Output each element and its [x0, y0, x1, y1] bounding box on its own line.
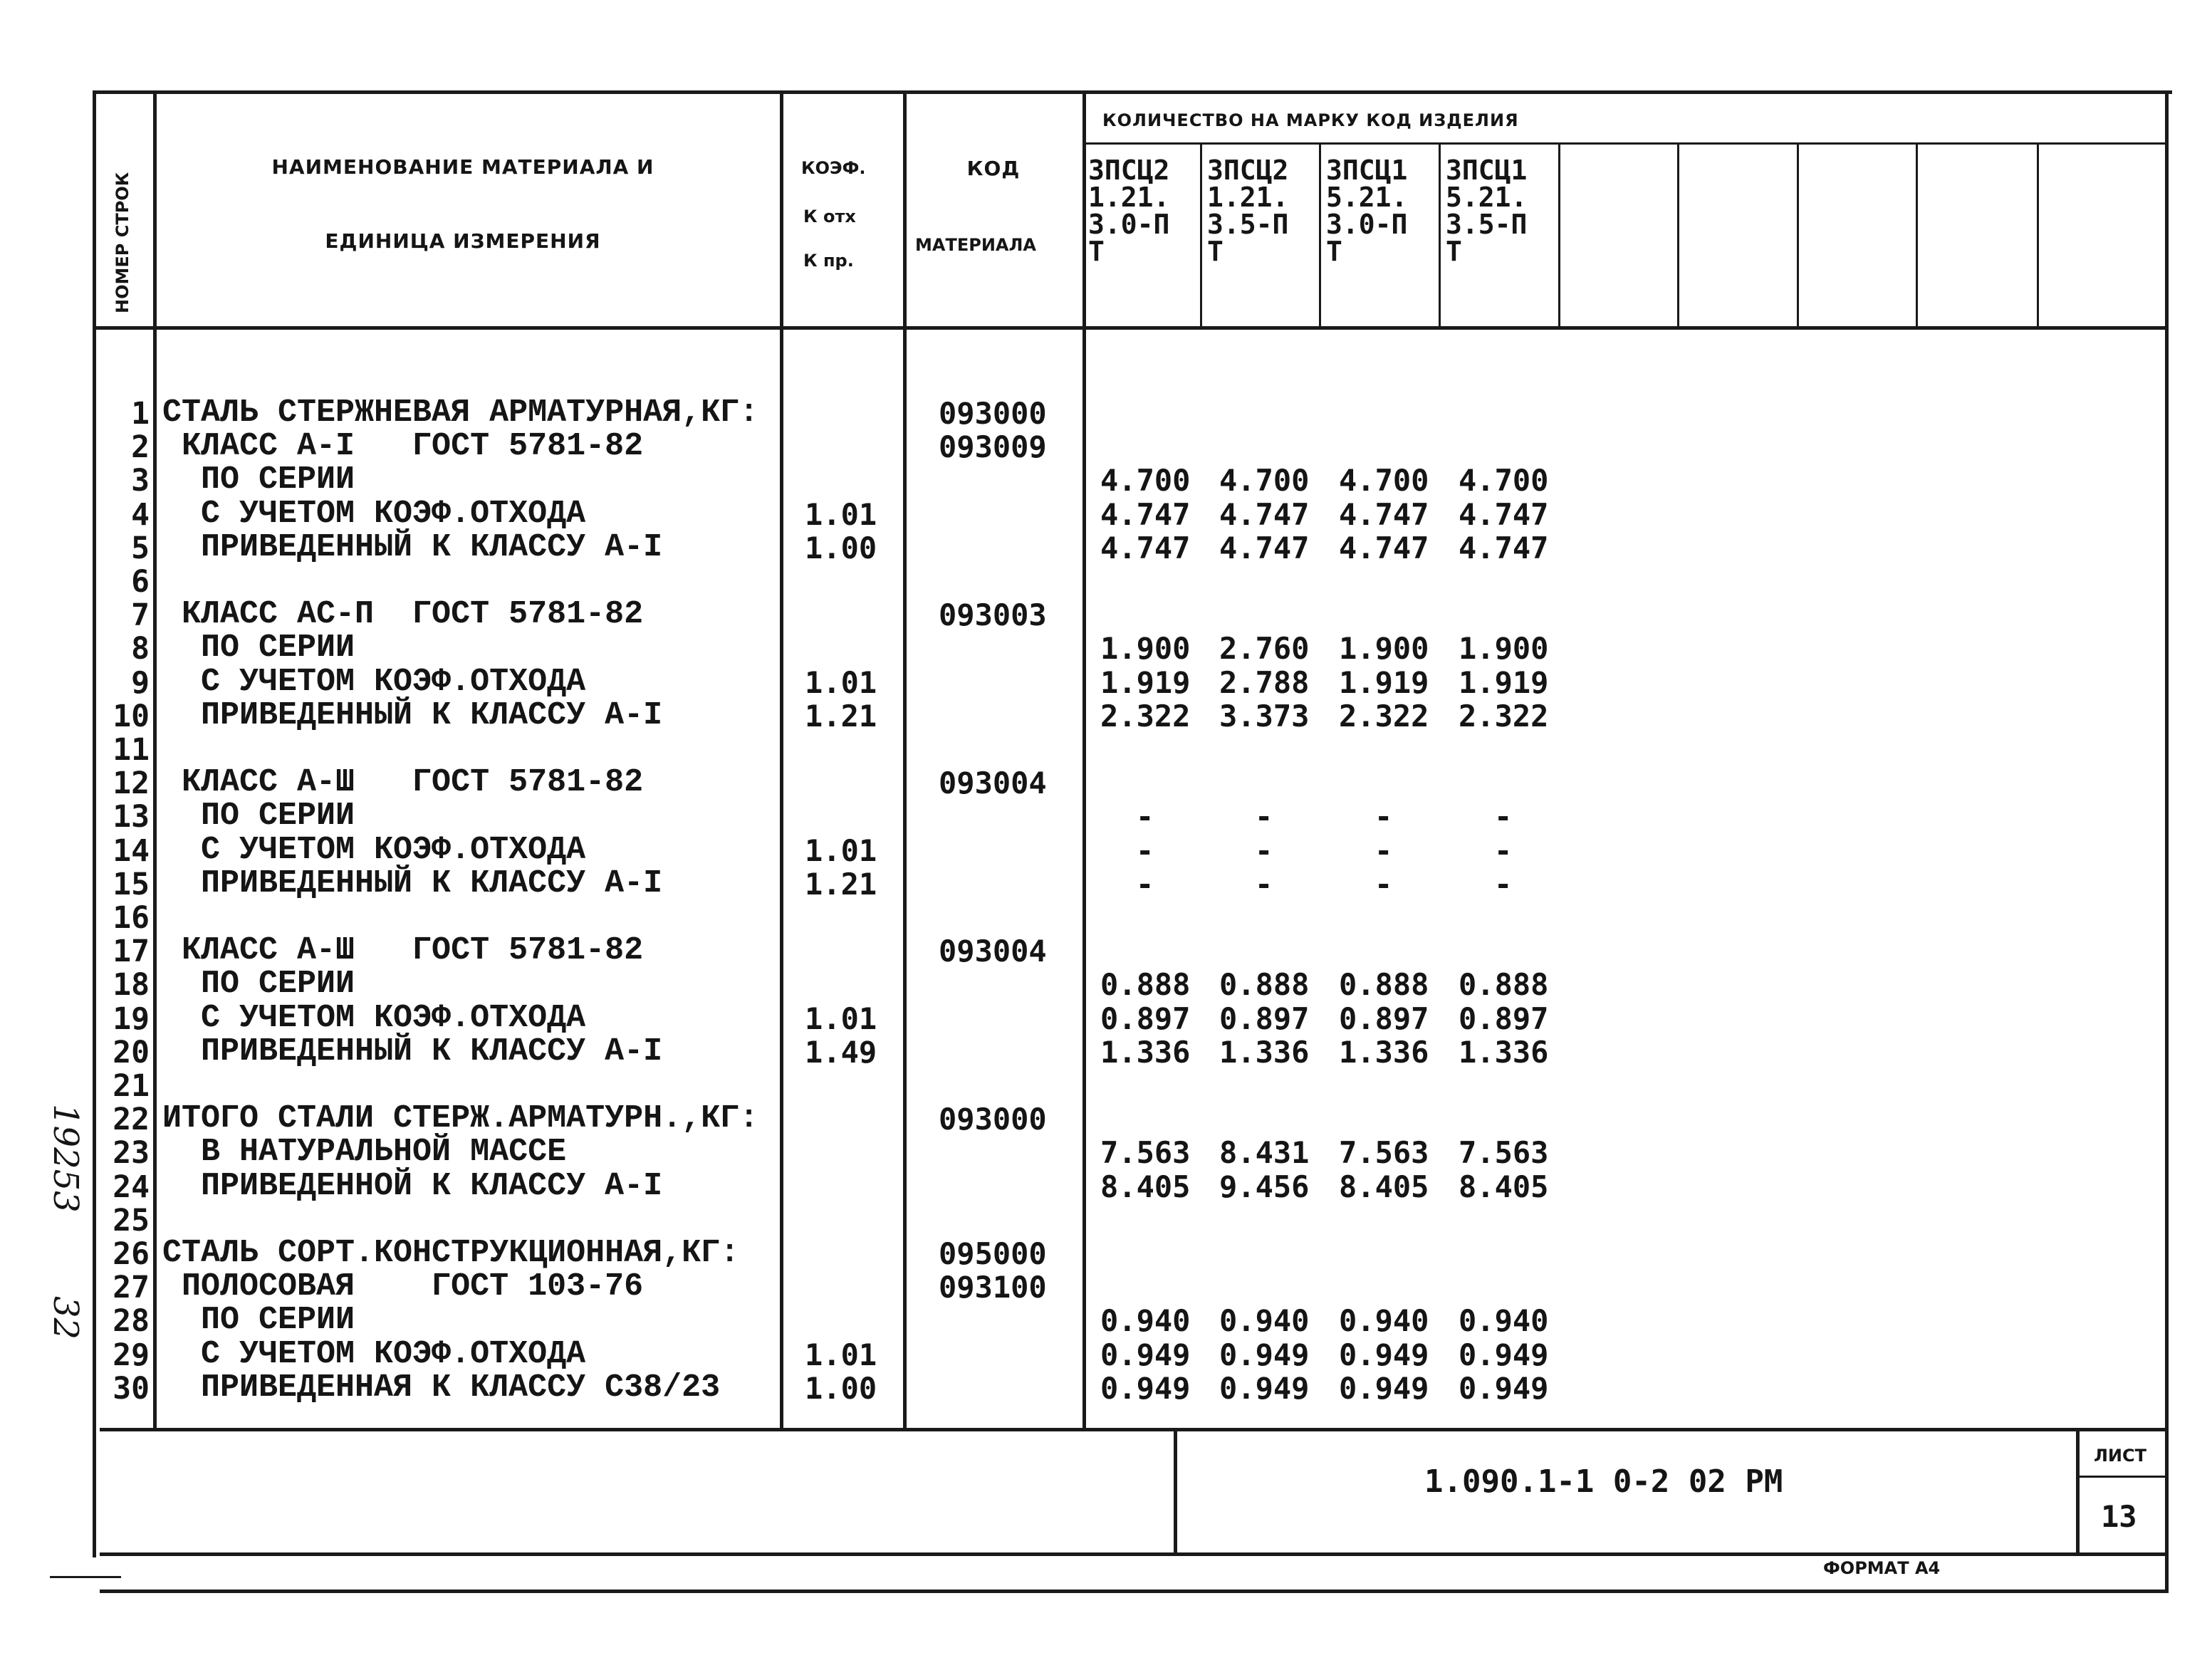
quantity-cell: 8.405	[1339, 1169, 1429, 1204]
quantity-cell: 9.456	[1219, 1169, 1310, 1204]
doc-code: 1.090.1-1 0-2 02 РМ	[1424, 1463, 1783, 1500]
row-number: 20	[113, 1035, 150, 1070]
prod-div-2	[1319, 142, 1321, 328]
row-number: 21	[113, 1068, 150, 1104]
quantity-cell: 0.949	[1459, 1371, 1549, 1406]
row-number: 2	[131, 429, 150, 465]
quantity-cell: 0.888	[1219, 967, 1310, 1002]
row-number: 3	[131, 463, 150, 499]
row-number: 28	[113, 1303, 150, 1339]
material-name: ПО СЕРИИ	[162, 966, 355, 1002]
quantity-cell: 0.949	[1100, 1337, 1191, 1372]
quantity-cell: 4.747	[1219, 531, 1310, 565]
prod-div-1	[1200, 142, 1202, 328]
material-code: 093009	[939, 429, 1047, 464]
quantity-cell: -	[1494, 833, 1513, 868]
row-number: 10	[113, 699, 150, 734]
quantity-cell: -	[1494, 799, 1513, 834]
format-bottom	[100, 1590, 2169, 1593]
frame-bottom	[100, 1552, 2169, 1556]
material-name: СТАЛЬ СТЕРЖНЕВАЯ АРМАТУРНАЯ,КГ:	[162, 395, 759, 431]
quantity-cell: 1.900	[1100, 631, 1191, 666]
quantity-cell: 2.322	[1100, 699, 1191, 734]
material-code: 093100	[939, 1270, 1047, 1305]
row-number: 11	[113, 732, 150, 768]
quantity-cell: 8.405	[1100, 1169, 1191, 1204]
row-number: 12	[113, 766, 150, 801]
quantity-cell: 4.747	[1459, 531, 1549, 565]
quantity-cell: 0.897	[1100, 1001, 1191, 1036]
frame-right	[2165, 90, 2169, 1593]
material-name: ПРИВЕДЕННЫЙ К КЛАССУ А-I	[162, 697, 663, 734]
row-number: 13	[113, 799, 150, 835]
quantity-cell: 4.747	[1339, 531, 1429, 565]
code-header-line2: МАТЕРИАЛА	[915, 235, 1036, 255]
quantity-cell: 0.949	[1459, 1337, 1549, 1372]
quantity-cell: 0.888	[1459, 967, 1549, 1002]
quantity-cell: 2.322	[1339, 699, 1429, 734]
quantity-cell: 1.336	[1459, 1035, 1549, 1070]
margin-number-2: 32	[46, 1296, 85, 1340]
product-code-4: 3ПСЦ1 5.21. 3.5-П Т	[1446, 155, 1528, 267]
footer-divider	[1174, 1428, 1177, 1552]
row-number-header: НОМЕР СТРОК	[113, 172, 132, 313]
row-number: 27	[113, 1270, 150, 1305]
row-number: 29	[113, 1337, 150, 1373]
quantity-cell: 1.919	[1459, 665, 1549, 700]
material-code: 093000	[939, 1102, 1047, 1137]
material-name: КЛАСС АС-П ГОСТ 5781-82	[162, 596, 644, 632]
name-header-line2: ЕДИНИЦА ИЗМЕРЕНИЯ	[325, 229, 601, 253]
prod-div-8	[2037, 142, 2039, 328]
material-name: С УЧЕТОМ КОЭФ.ОТХОДА	[162, 1336, 586, 1372]
material-name: КЛАСС А-I ГОСТ 5781-82	[162, 428, 644, 464]
prod-div-4	[1558, 142, 1560, 328]
quantity-cell: 7.563	[1100, 1135, 1191, 1170]
material-code: 093004	[939, 766, 1047, 800]
row-number: 17	[113, 934, 150, 969]
row-number: 24	[113, 1169, 150, 1205]
quantity-cell: 1.900	[1339, 631, 1429, 666]
quantity-cell: -	[1255, 867, 1273, 902]
quantity-cell: 2.760	[1219, 631, 1310, 666]
quantity-cell: 2.788	[1219, 665, 1310, 700]
quantity-cell: 4.700	[1339, 463, 1429, 498]
sheet-line	[2076, 1476, 2169, 1478]
material-name: ПО СЕРИИ	[162, 798, 355, 834]
row-number: 30	[113, 1371, 150, 1406]
quantity-cell: 4.700	[1100, 463, 1191, 498]
row-number: 23	[113, 1135, 150, 1171]
material-name: ПО СЕРИИ	[162, 461, 355, 498]
quantity-cell: 4.747	[1100, 531, 1191, 565]
coefficient: 1.49	[805, 1035, 877, 1070]
quantity-cell: -	[1136, 799, 1154, 834]
qty-title-line	[1082, 142, 2169, 145]
quantity-cell: 8.431	[1219, 1135, 1310, 1170]
product-code-3: 3ПСЦ1 5.21. 3.0-П Т	[1326, 155, 1408, 267]
coef-header-line3: К пр.	[803, 251, 854, 271]
quantity-cell: -	[1374, 833, 1393, 868]
row-number: 16	[113, 900, 150, 936]
product-code-2: 3ПСЦ2 1.21. 3.5-П Т	[1207, 155, 1289, 267]
material-name: В НАТУРАЛЬНОЙ МАССЕ	[162, 1134, 567, 1170]
material-name: СТАЛЬ СОРТ.КОНСТРУКЦИОННАЯ,КГ:	[162, 1235, 740, 1271]
prod-div-6	[1797, 142, 1799, 328]
sheet-divider	[2076, 1428, 2080, 1552]
quantity-cell: 8.405	[1459, 1169, 1549, 1204]
coefficient: 1.00	[805, 1371, 877, 1406]
row-number: 18	[113, 967, 150, 1003]
quantity-cell: 0.888	[1100, 967, 1191, 1002]
quantity-cell: 0.949	[1219, 1337, 1310, 1372]
quantity-cell: 0.888	[1339, 967, 1429, 1002]
quantity-cell: -	[1255, 799, 1273, 834]
material-name: С УЧЕТОМ КОЭФ.ОТХОДА	[162, 496, 586, 532]
row-number: 5	[131, 531, 150, 566]
quantity-cell: 3.373	[1219, 699, 1310, 734]
row-number: 1	[131, 396, 150, 432]
coefficient: 1.01	[805, 665, 877, 700]
prod-div-3	[1439, 142, 1441, 328]
prod-div-5	[1677, 142, 1679, 328]
quantity-cell: -	[1374, 799, 1393, 834]
row-number: 19	[113, 1001, 150, 1037]
material-code: 095000	[939, 1236, 1047, 1271]
coef-header-line1: КОЭФ.	[801, 158, 866, 178]
material-name: ПРИВЕДЕННЫЙ К КЛАССУ А-I	[162, 529, 663, 565]
quantity-cell: 1.919	[1339, 665, 1429, 700]
coefficient: 1.21	[805, 699, 877, 734]
name-header-line1: НАИМЕНОВАНИЕ МАТЕРИАЛА И	[271, 155, 654, 179]
quantity-cell: -	[1136, 867, 1154, 902]
material-name: ПРИВЕДЕННАЯ К КЛАССУ С38/23	[162, 1369, 721, 1406]
quantity-cell: 0.949	[1339, 1337, 1429, 1372]
material-name: ИТОГО СТАЛИ СТЕРЖ.АРМАТУРН.,КГ:	[162, 1100, 759, 1137]
quantity-cell: 0.940	[1339, 1303, 1429, 1338]
material-name: КЛАСС А-Ш ГОСТ 5781-82	[162, 932, 644, 969]
col-div-code	[1082, 90, 1086, 1429]
row-number: 22	[113, 1102, 150, 1137]
cut-line	[50, 1576, 121, 1578]
row-number: 6	[131, 564, 150, 600]
sheet-number: 13	[2101, 1499, 2137, 1534]
quantity-cell: 0.940	[1100, 1303, 1191, 1338]
material-name: ПО СЕРИИ	[162, 630, 355, 666]
coefficient: 1.21	[805, 867, 877, 902]
sheet-label: ЛИСТ	[2094, 1446, 2147, 1466]
frame-top	[93, 90, 2172, 94]
quantity-cell: 0.897	[1459, 1001, 1549, 1036]
coefficient: 1.00	[805, 531, 877, 565]
quantity-cell: -	[1255, 833, 1273, 868]
row-number: 26	[113, 1236, 150, 1272]
quantity-cell: 0.949	[1339, 1371, 1429, 1406]
quantity-cell: 4.700	[1459, 463, 1549, 498]
material-code: 093004	[939, 934, 1047, 969]
material-name: С УЧЕТОМ КОЭФ.ОТХОДА	[162, 1000, 586, 1036]
quantity-cell: 0.897	[1219, 1001, 1310, 1036]
quantity-cell: -	[1374, 867, 1393, 902]
quantity-cell: 1.919	[1100, 665, 1191, 700]
quantity-cell: -	[1136, 833, 1154, 868]
row-number: 4	[131, 497, 150, 533]
material-code: 093003	[939, 597, 1047, 632]
product-code-1: 3ПСЦ2 1.21. 3.0-П Т	[1088, 155, 1170, 267]
quantity-cell: 0.940	[1219, 1303, 1310, 1338]
row-number: 15	[113, 867, 150, 902]
code-header-line1: КОД	[966, 157, 1021, 180]
prod-div-7	[1916, 142, 1918, 328]
qty-title: КОЛИЧЕСТВО НА МАРКУ КОД ИЗДЕЛИЯ	[1102, 110, 1519, 130]
coef-header-line2: К отх	[803, 207, 856, 226]
quantity-cell: 1.900	[1459, 631, 1549, 666]
material-name: ПОЛОСОВАЯ ГОСТ 103-76	[162, 1268, 644, 1305]
quantity-cell: 1.336	[1339, 1035, 1429, 1070]
coefficient: 1.01	[805, 1337, 877, 1372]
material-name: ПО СЕРИИ	[162, 1302, 355, 1338]
quantity-cell: 0.949	[1219, 1371, 1310, 1406]
quantity-cell: 7.563	[1339, 1135, 1429, 1170]
row-number: 7	[131, 597, 150, 633]
quantity-cell: 4.747	[1459, 497, 1549, 532]
format-label: ФОРМАТ А4	[1823, 1558, 1941, 1578]
header-bottom-line	[93, 326, 2169, 330]
col-div-number	[153, 90, 157, 1429]
row-number: 14	[113, 833, 150, 869]
quantity-cell: 0.949	[1100, 1371, 1191, 1406]
quantity-cell: 0.897	[1339, 1001, 1429, 1036]
footer-top-line	[100, 1428, 2169, 1431]
quantity-cell: 4.700	[1219, 463, 1310, 498]
quantity-cell: 1.336	[1100, 1035, 1191, 1070]
coefficient: 1.01	[805, 1001, 877, 1036]
col-div-name	[780, 90, 783, 1429]
quantity-cell: 4.747	[1219, 497, 1310, 532]
material-name: КЛАСС А-Ш ГОСТ 5781-82	[162, 764, 644, 800]
col-div-coef	[903, 90, 907, 1429]
coefficient: 1.01	[805, 497, 877, 532]
coefficient: 1.01	[805, 833, 877, 868]
row-number: 9	[131, 665, 150, 701]
material-name: ПРИВЕДЕННЫЙ К КЛАССУ А-I	[162, 1033, 663, 1070]
material-name: ПРИВЕДЕННОЙ К КЛАССУ А-I	[162, 1168, 663, 1204]
quantity-cell: 0.940	[1459, 1303, 1549, 1338]
material-name: С УЧЕТОМ КОЭФ.ОТХОДА	[162, 664, 586, 700]
material-code: 093000	[939, 396, 1047, 431]
material-name: С УЧЕТОМ КОЭФ.ОТХОДА	[162, 832, 586, 868]
margin-number-1: 19253	[46, 1104, 85, 1213]
material-name: ПРИВЕДЕННЫЙ К КЛАССУ А-I	[162, 865, 663, 902]
quantity-cell: 4.747	[1339, 497, 1429, 532]
quantity-cell: 7.563	[1459, 1135, 1549, 1170]
quantity-cell: -	[1494, 867, 1513, 902]
quantity-cell: 1.336	[1219, 1035, 1310, 1070]
quantity-cell: 4.747	[1100, 497, 1191, 532]
quantity-cell: 2.322	[1459, 699, 1549, 734]
row-number: 25	[113, 1203, 150, 1238]
row-number: 8	[131, 631, 150, 667]
